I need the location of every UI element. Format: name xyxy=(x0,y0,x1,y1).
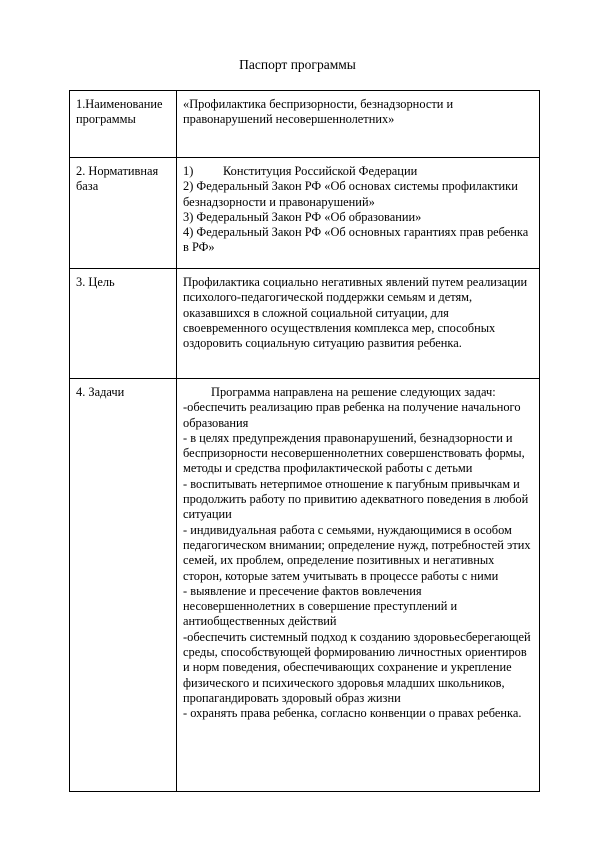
row-value: «Профилактика беспризорности, безнадзорности и правонарушений несовершеннолетних» xyxy=(177,91,540,158)
table-row-base xyxy=(70,158,540,269)
list-number: 1) xyxy=(183,164,194,178)
list-item: - выявление и пресечение фактов вовлечения несовершеннолетних в совершение преступлений и антиобщественных действий xyxy=(183,583,458,629)
table-row-goal xyxy=(70,269,540,379)
list-item: - в целях предупреждения правонарушений, безнадзорности и беспризорности несовершеннолетних совершенствовать формы, методы и средства профилактической работы с детьми xyxy=(183,430,525,476)
list-text: Конституция Российской Федерации xyxy=(223,164,418,178)
table-row-name xyxy=(70,91,540,158)
list-item: 4) Федеральный Закон РФ «Об основных гарантиях прав ребенка в РФ» xyxy=(183,225,529,255)
row-value xyxy=(177,158,540,269)
row-label: 4. Задачи xyxy=(70,379,177,792)
page-title: Паспорт программы xyxy=(239,57,356,72)
row-label: 1.Наименование программы xyxy=(70,91,177,158)
row-value: Профилактика социально негативных явлений путем реализации психолого-педагогической поддержки семьям и детям, оказавшихся в сложной социальной ситуации, для своевременного осуществления комплекса мер, способных оздоровить социальную ситуацию развития ребенка. xyxy=(177,269,540,379)
row-value xyxy=(177,379,540,792)
passport-table xyxy=(69,90,540,792)
list-item: - охранять права ребенка, согласно конвенции о правах ребенка. xyxy=(183,706,522,721)
list-item: 3) Федеральный Закон РФ «Об образовании» xyxy=(183,209,422,224)
list-item: 2) Федеральный Закон РФ «Об основах системы профилактики безнадзорности и правонарушений» xyxy=(183,179,518,209)
list-item: -обеспечить реализацию прав ребенка на получение начального образования xyxy=(183,400,521,430)
tasks-intro: Программа направлена на решение следующих задач: xyxy=(211,385,496,399)
list-item: - воспитывать нетерпимое отношение к пагубным привычкам и продолжить работу по привитию адекватного поведения в любой ситуации xyxy=(183,476,529,522)
row-label: 3. Цель xyxy=(70,269,177,379)
list-item xyxy=(183,164,534,179)
list-item: - индивидуальная работа с семьями, нуждающимися в особом педагогическом внимании; определение нужд, потребностей этих семей, их проблем, определение позитивных и негативных сторон, которые затем учитывать в процессе работы с ними xyxy=(183,522,531,583)
table-row-tasks xyxy=(70,379,540,792)
row-label: 2. Нормативная база xyxy=(70,158,177,269)
list-item: -обеспечить системный подход к созданию здоровьесберегающей среды, способствующей формированию личностных ориентиров и норм поведения, обеспечивающих сохранение и укрепление физического и психического здоровья младших школьников, пропагандировать здоровый образ жизни xyxy=(183,629,531,705)
